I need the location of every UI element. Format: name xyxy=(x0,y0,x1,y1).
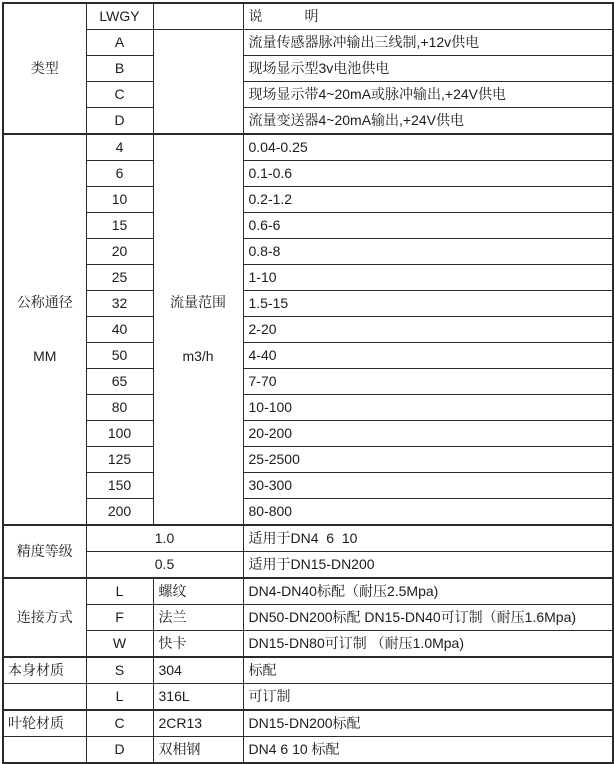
connection-desc-cell: DN15-DN80可订制 （耐压1.0Mpa) xyxy=(243,631,613,658)
dn-cell: 50 xyxy=(86,343,153,369)
type-desc-cell: 流量变送器4~20mA输出,+24V供电 xyxy=(243,108,613,135)
range-cell: 4-40 xyxy=(243,343,613,369)
material-code-cell: D xyxy=(86,737,153,764)
empty-cell xyxy=(3,737,86,764)
section-label-connection: 连接方式 xyxy=(3,578,86,657)
range-cell: 0.04-0.25 xyxy=(243,134,613,161)
connection-name-cell: 法兰 xyxy=(153,605,243,631)
type-code-cell: A xyxy=(86,30,153,56)
section-label-type: 类型 xyxy=(3,3,86,134)
range-cell: 10-100 xyxy=(243,395,613,421)
material-desc-cell: DN4 6 10 标配 xyxy=(243,737,613,764)
accuracy-desc-cell: 适用于DN4 6 10 xyxy=(243,525,613,552)
range-cell: 0.6-6 xyxy=(243,213,613,239)
connection-code-cell: W xyxy=(86,631,153,658)
material-name-cell: 2CR13 xyxy=(153,710,243,737)
type-code-cell: D xyxy=(86,108,153,135)
material-desc-cell: 标配 xyxy=(243,657,613,684)
model-code-header: LWGY xyxy=(86,3,153,30)
dn-cell: 40 xyxy=(86,317,153,343)
dn-cell: 4 xyxy=(86,134,153,161)
range-cell: 1.5-15 xyxy=(243,291,613,317)
connection-code-cell: F xyxy=(86,605,153,631)
accuracy-desc-cell: 适用于DN15-DN200 xyxy=(243,552,613,579)
dn-cell: 10 xyxy=(86,187,153,213)
connection-name-cell: 快卡 xyxy=(153,631,243,658)
type-code-cell: C xyxy=(86,82,153,108)
type-desc-cell: 现场显示带4~20mA或脉冲输出,+24V供电 xyxy=(243,82,613,108)
range-cell: 0.2-1.2 xyxy=(243,187,613,213)
range-cell: 80-800 xyxy=(243,499,613,526)
material-name-cell: 双相钢 xyxy=(153,737,243,764)
material-name-cell: 304 xyxy=(153,657,243,684)
empty-cell xyxy=(3,684,86,711)
empty-cell xyxy=(153,3,243,30)
flowmeter-spec-table xyxy=(2,2,614,764)
connection-desc-cell: DN50-DN200标配 DN15-DN40可订制（耐压1.6Mpa) xyxy=(243,605,613,631)
range-cell: 25-2500 xyxy=(243,447,613,473)
type-desc-cell: 现场显示型3v电池供电 xyxy=(243,56,613,82)
section-label-impeller-material: 叶轮材质 xyxy=(3,710,86,737)
connection-code-cell: L xyxy=(86,578,153,605)
range-cell: 0.1-0.6 xyxy=(243,161,613,187)
dn-cell: 150 xyxy=(86,473,153,499)
dn-cell: 6 xyxy=(86,161,153,187)
dn-cell: 80 xyxy=(86,395,153,421)
dn-cell: 125 xyxy=(86,447,153,473)
range-cell: 0.8-8 xyxy=(243,239,613,265)
accuracy-value-cell: 0.5 xyxy=(86,552,243,579)
dn-cell: 200 xyxy=(86,499,153,526)
dn-cell: 20 xyxy=(86,239,153,265)
accuracy-value-cell: 1.0 xyxy=(86,525,243,552)
empty-cell xyxy=(153,30,243,135)
flow-range-label: 流量范围 m3/h xyxy=(153,134,243,525)
material-name-cell: 316L xyxy=(153,684,243,711)
material-code-cell: L xyxy=(86,684,153,711)
range-cell: 30-300 xyxy=(243,473,613,499)
dn-cell: 65 xyxy=(86,369,153,395)
type-desc-cell: 流量传感器脉冲输出三线制,+12v供电 xyxy=(243,30,613,56)
range-cell: 7-70 xyxy=(243,369,613,395)
material-code-cell: S xyxy=(86,657,153,684)
section-label-body-material: 本身材质 xyxy=(3,657,86,684)
range-cell: 2-20 xyxy=(243,317,613,343)
dn-cell: 25 xyxy=(86,265,153,291)
connection-name-cell: 螺纹 xyxy=(153,578,243,605)
connection-desc-cell: DN4-DN40标配（耐压2.5Mpa) xyxy=(243,578,613,605)
dn-cell: 32 xyxy=(86,291,153,317)
dn-cell: 15 xyxy=(86,213,153,239)
section-label-accuracy: 精度等级 xyxy=(3,525,86,578)
type-code-cell: B xyxy=(86,56,153,82)
range-cell: 1-10 xyxy=(243,265,613,291)
dn-cell: 100 xyxy=(86,421,153,447)
material-code-cell: C xyxy=(86,710,153,737)
range-cell: 20-200 xyxy=(243,421,613,447)
material-desc-cell: DN15-DN200标配 xyxy=(243,710,613,737)
description-header: 说 明 xyxy=(243,3,613,30)
section-label-nominal-diameter: 公称通径 MM xyxy=(3,134,86,525)
material-desc-cell: 可订制 xyxy=(243,684,613,711)
